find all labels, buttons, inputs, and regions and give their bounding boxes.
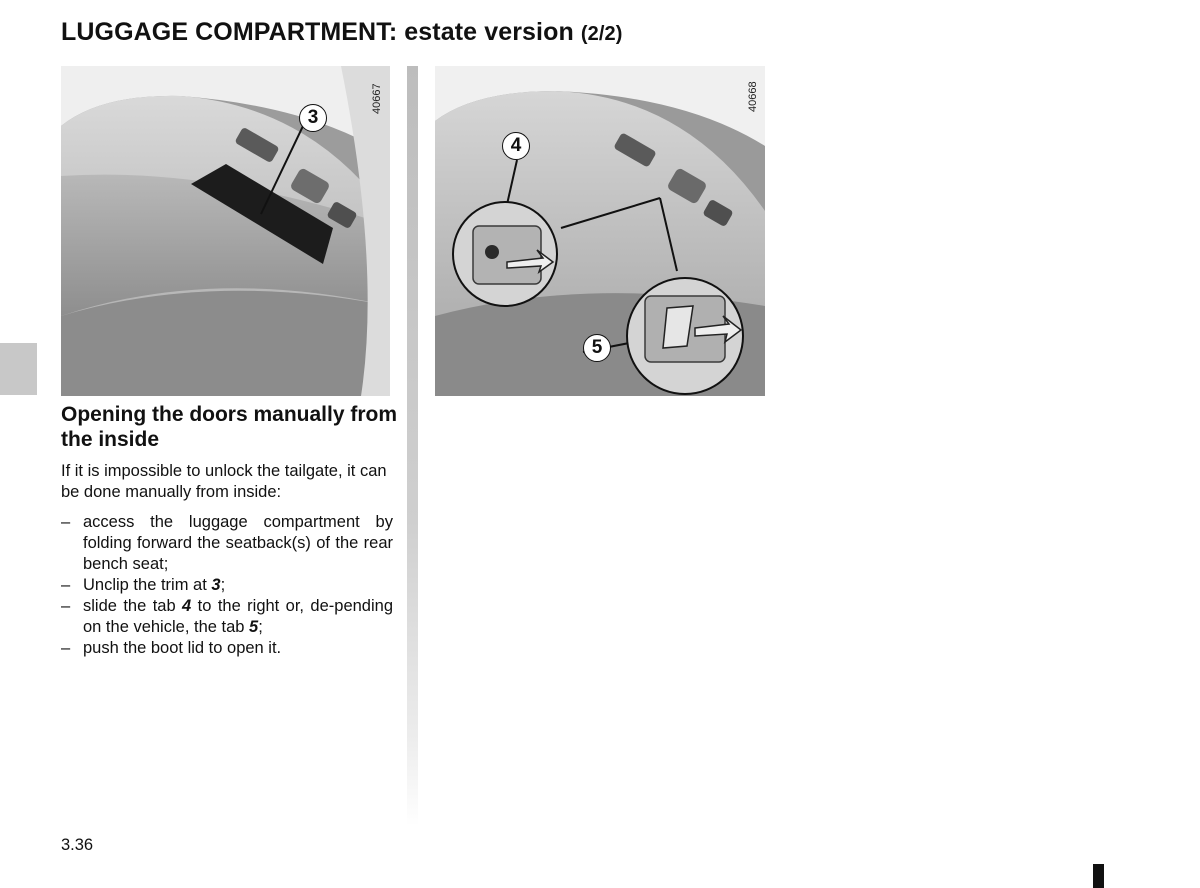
callout-3: 3 <box>299 104 327 132</box>
page-title <box>61 18 623 47</box>
step-dash: – <box>61 576 71 594</box>
figure-code-right: 40668 <box>747 81 759 112</box>
step-dash: – <box>61 513 71 531</box>
step-ref-5: 5 <box>249 618 259 636</box>
step-text: push the boot lid to open it. <box>83 639 282 657</box>
column-divider <box>407 66 418 826</box>
step-dash: – <box>61 597 71 615</box>
step-text: access the luggage compartment by folding forward the seatback(s) of the rear bench seat; <box>83 513 393 573</box>
section-intro: If it is impossible to unlock the tailgate, it can be done manually from inside: <box>61 462 387 501</box>
tailgate-interior-drawing <box>61 66 390 396</box>
section-heading: Opening the doors manually from the inside <box>61 403 398 451</box>
instruction-step <box>61 512 393 575</box>
step-text-end: ; <box>220 576 226 594</box>
step-text-end: ; <box>258 618 263 636</box>
page-edge-marker <box>1093 864 1104 888</box>
figure-code-left: 40667 <box>371 83 383 114</box>
step-text: slide the tab <box>83 597 183 615</box>
step-dash: – <box>61 639 71 657</box>
instruction-step <box>61 575 393 596</box>
page-number: 3.36 <box>61 836 94 854</box>
page-title-part: (2/2) <box>580 23 623 45</box>
step-ref-4: 4 <box>182 597 192 615</box>
figure-tab-illustration <box>435 66 765 396</box>
callout-5: 5 <box>583 334 611 362</box>
page-title-main: LUGGAGE COMPARTMENT: estate version <box>61 18 574 46</box>
instruction-step <box>61 638 393 659</box>
step-text: Unclip the trim at <box>83 576 212 594</box>
step-ref-3: 3 <box>211 576 221 594</box>
figure-trim-illustration <box>61 66 390 396</box>
instruction-step <box>61 596 393 638</box>
step-text-mid: to the right or, de-pending on the vehicle, the tab <box>83 597 393 636</box>
instruction-list <box>61 512 393 659</box>
chapter-tab <box>0 343 37 395</box>
callout-4: 4 <box>502 132 530 160</box>
